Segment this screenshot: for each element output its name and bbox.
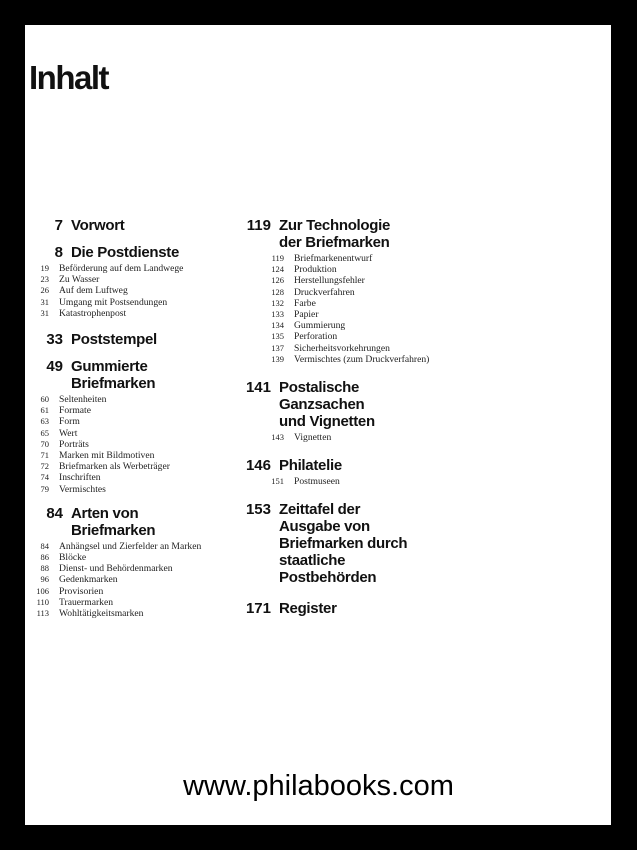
subitem-page-number: 124 [271, 264, 284, 275]
subitem-page-number: 72 [40, 461, 49, 472]
book-page [25, 25, 611, 825]
subitem-title: Herstellungsfehler [294, 275, 365, 287]
toc-section-heading [236, 600, 506, 617]
subitem-page-number: 74 [40, 472, 49, 483]
toc-subitem [25, 541, 237, 552]
subitem-title: Anhängsel und Zierfelder an Marken [59, 540, 202, 552]
toc-subitems [236, 476, 506, 487]
subitem-title: Umgang mit Postsendungen [59, 296, 168, 308]
toc-section-heading [25, 358, 237, 392]
subitem-title: Inschriften [59, 472, 101, 484]
subitem-title: Trauermarken [59, 596, 113, 608]
toc-section-heading [236, 379, 506, 430]
section-title: Poststempel [71, 331, 157, 349]
subitem-page-number: 26 [40, 285, 49, 296]
toc-left-column [25, 217, 237, 629]
subitem-title: Auf dem Luftweg [59, 285, 128, 297]
subitem-page-number: 119 [271, 253, 284, 263]
subitem-page-number: 88 [40, 563, 49, 574]
subitem-page-number: 110 [36, 596, 49, 607]
subitem-page-number: 135 [271, 331, 284, 342]
section-title: Philatelie [279, 457, 342, 475]
subitem-title: Sicherheitsvorkehrungen [294, 342, 390, 354]
toc-subitems [236, 253, 506, 365]
subitem-title: Formate [59, 405, 91, 417]
section-page-number: 171 [245, 600, 271, 618]
subitem-page-number: 60 [40, 394, 49, 405]
subitem-page-number: 65 [40, 427, 49, 438]
section-page-number: 119 [246, 217, 271, 234]
toc-subitems [236, 432, 506, 443]
section-page-number: 7 [54, 217, 63, 234]
toc-subitem [25, 472, 237, 483]
subitem-page-number: 133 [271, 309, 284, 320]
toc-section-heading [25, 217, 237, 234]
subitem-title: Postmuseen [294, 476, 340, 488]
toc-section-heading [25, 244, 237, 261]
subitem-page-number: 86 [40, 552, 49, 563]
subitem-page-number: 31 [40, 296, 49, 307]
subitem-title: Katastrophenpost [59, 307, 127, 319]
toc-subitem [236, 343, 506, 354]
toc-subitems [25, 541, 237, 619]
toc-subitem [25, 484, 237, 495]
subitem-title: Porträts [59, 438, 89, 450]
subitem-title: Briefmarken als Werbeträger [59, 461, 170, 473]
section-page-number: 49 [46, 358, 63, 376]
watermark-url: www.philabooks.com [183, 770, 454, 802]
toc-right-column [236, 217, 506, 627]
section-title: Die Postdienste [71, 244, 180, 261]
toc-subitem [25, 428, 237, 439]
subitem-title: Papier [294, 309, 319, 321]
toc-subitem [236, 432, 506, 443]
toc-section [236, 457, 506, 487]
toc-section-heading [236, 501, 506, 586]
subitem-title: Produktion [294, 264, 337, 276]
subitem-title: Gummierung [294, 320, 346, 332]
toc-subitem [25, 416, 237, 427]
footer-bar [0, 770, 637, 850]
subitem-page-number: 106 [36, 585, 49, 596]
subitem-title: Marken mit Bildmotiven [59, 450, 155, 462]
toc-subitem [236, 253, 506, 264]
subitem-title: Wohltätigkeitsmarken [59, 608, 144, 620]
section-title: Gummierte Briefmarken [71, 358, 156, 393]
toc-subitem [25, 608, 237, 619]
subitem-page-number: 137 [271, 342, 284, 353]
toc-section [25, 217, 237, 234]
section-page-number: 141 [245, 379, 271, 397]
toc-subitem [236, 320, 506, 331]
subitem-page-number: 70 [40, 438, 49, 449]
toc-subitem [25, 597, 237, 608]
section-page-number: 8 [54, 244, 63, 261]
subitem-page-number: 151 [271, 476, 284, 487]
toc-subitem [25, 274, 237, 285]
toc-subitem [25, 297, 237, 308]
toc-subitem [25, 394, 237, 405]
subitem-page-number: 132 [271, 297, 284, 308]
section-title: Vorwort [71, 217, 125, 234]
toc-section [236, 501, 506, 586]
subitem-title: Blöcke [59, 552, 87, 564]
toc-subitem [236, 309, 506, 320]
toc-subitem [25, 308, 237, 319]
subitem-page-number: 126 [271, 275, 284, 286]
subitem-page-number: 23 [40, 274, 49, 285]
toc-section [25, 331, 237, 348]
toc-subitem [236, 354, 506, 365]
page-title: Inhalt [29, 59, 108, 96]
subitem-page-number: 96 [40, 574, 49, 585]
subitem-title: Dienst- und Behördenmarken [59, 563, 173, 575]
subitem-title: Vermischtes [59, 483, 106, 495]
subitem-page-number: 113 [36, 608, 49, 619]
toc-subitem [25, 405, 237, 416]
subitem-title: Form [59, 416, 80, 428]
toc-section [25, 505, 237, 619]
section-title: Zeittafel der Ausgabe von Briefmarken durch staatliche Postbehörden [279, 501, 408, 587]
section-page-number: 84 [46, 504, 63, 522]
subitem-page-number: 19 [40, 263, 49, 273]
section-title: Postalische Ganzsachen und Vignetten [279, 379, 375, 431]
subitem-title: Perforation [294, 331, 338, 343]
subitem-title: Farbe [294, 297, 316, 309]
section-title: Arten von Briefmarken [71, 504, 156, 539]
toc-subitem [25, 439, 237, 450]
toc-subitem [25, 552, 237, 563]
subitem-title: Vignetten [294, 432, 332, 444]
subitem-title: Provisorien [59, 585, 104, 597]
subitem-title: Vermischtes (zum Druckverfahren) [294, 353, 430, 365]
toc-subitems [25, 394, 237, 495]
toc-subitem [25, 461, 237, 472]
toc-subitem [25, 574, 237, 585]
subitem-title: Zu Wasser [59, 274, 100, 286]
subitem-title: Druckverfahren [294, 286, 355, 298]
toc-subitem [25, 263, 237, 274]
toc-subitem [236, 476, 506, 487]
toc-subitem [25, 563, 237, 574]
section-page-number: 33 [46, 331, 63, 349]
section-page-number: 146 [245, 457, 271, 475]
toc-section-heading [236, 217, 506, 251]
toc-section [25, 358, 237, 495]
subitem-page-number: 128 [271, 286, 284, 297]
subitem-title: Gedenkmarken [59, 574, 118, 586]
toc-section [25, 244, 237, 319]
toc-subitem [236, 287, 506, 298]
toc-section [236, 217, 506, 365]
subitem-page-number: 84 [40, 540, 49, 551]
toc-subitem [236, 264, 506, 275]
section-page-number: 153 [245, 501, 271, 519]
subitem-page-number: 79 [40, 483, 49, 494]
subitem-page-number: 134 [271, 320, 284, 331]
toc-subitem [236, 298, 506, 309]
subitem-title: Beförderung auf dem Landwege [59, 263, 184, 274]
section-title: Register [279, 600, 337, 618]
toc-subitem [236, 331, 506, 342]
toc-section [236, 379, 506, 443]
toc-section [236, 600, 506, 617]
toc-subitem [25, 450, 237, 461]
subitem-title: Wert [59, 427, 78, 439]
toc-section-heading [25, 331, 237, 348]
toc-subitem [25, 285, 237, 296]
subitem-page-number: 143 [271, 432, 284, 443]
subitem-page-number: 61 [40, 405, 49, 416]
toc-subitems [25, 263, 237, 319]
section-title: Zur Technologie der Briefmarken [279, 217, 391, 251]
subitem-page-number: 63 [40, 416, 49, 427]
subitem-page-number: 31 [40, 307, 49, 318]
toc-section-heading [236, 457, 506, 474]
subitem-title: Briefmarkenentwurf [294, 253, 373, 264]
subitem-title: Seltenheiten [59, 394, 107, 406]
toc-subitem [236, 275, 506, 286]
toc-section-heading [25, 505, 237, 539]
subitem-page-number: 71 [40, 450, 49, 461]
subitem-page-number: 139 [271, 353, 284, 364]
toc-subitem [25, 586, 237, 597]
